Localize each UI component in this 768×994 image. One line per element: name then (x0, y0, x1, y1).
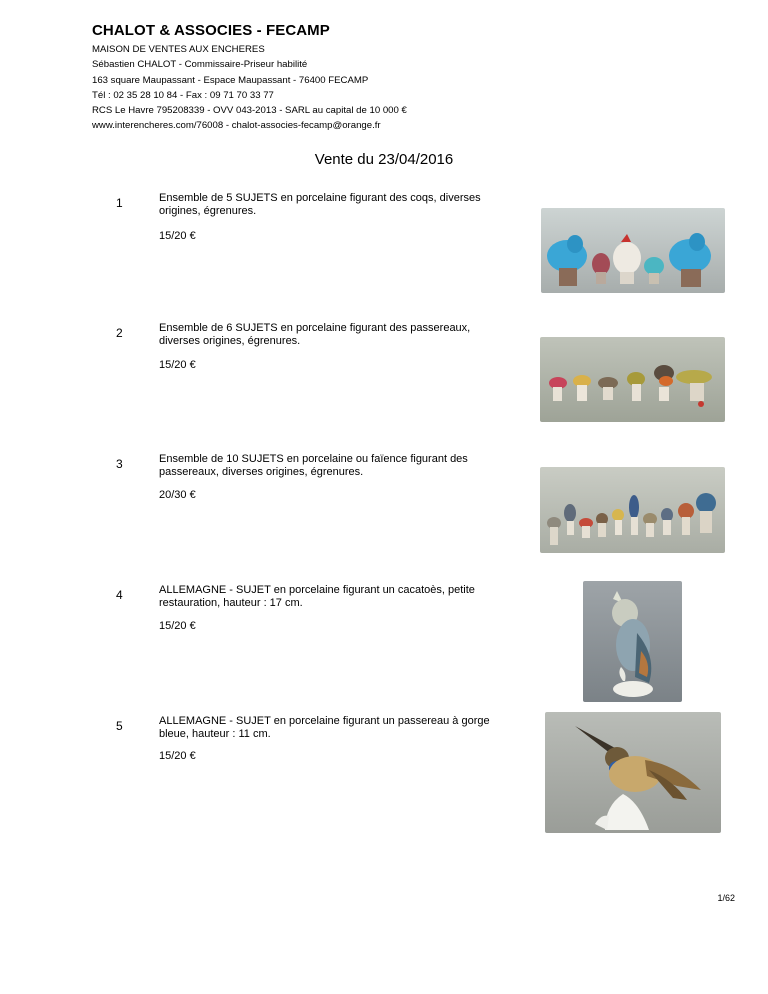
auction-house-header (92, 22, 407, 134)
lot-description: Ensemble de 10 SUJETS en porcelaine ou faïence figurant des passereaux, diverses origines, égrenures. (159, 453, 468, 478)
lot-photo (583, 581, 682, 702)
header-line: Tél : 02 35 28 10 84 - Fax : 09 71 70 33 77 (92, 89, 274, 101)
lot-number: 1 (116, 196, 123, 210)
page-number: 1/62 (717, 893, 735, 903)
lot-estimate: 15/20 € (159, 620, 196, 632)
company-name: CHALOT & ASSOCIES - FECAMP (92, 22, 330, 39)
header-line: 163 square Maupassant - Espace Maupassant - 76400 FECAMP (92, 74, 369, 86)
header-line: Sébastien CHALOT - Commissaire-Priseur habilité (92, 59, 308, 71)
lot-description: Ensemble de 5 SUJETS en porcelaine figurant des coqs, diverses origines, égrenures. (159, 192, 481, 217)
lot-number: 5 (116, 719, 123, 733)
lot-photo (540, 337, 725, 422)
sale-title: Vente du 23/04/2016 (314, 151, 454, 168)
header-line: MAISON DE VENTES AUX ENCHERES (92, 44, 265, 55)
header-line: www.interencheres.com/76008 - chalot-associes-fecamp@orange.fr (92, 120, 381, 132)
lot-estimate: 15/20 € (159, 230, 196, 242)
lot-photo (545, 712, 721, 833)
header-line: RCS Le Havre 795208339 - OVV 043-2013 - SARL au capital de 10 000 € (92, 105, 407, 117)
lot-description: ALLEMAGNE - SUJET en porcelaine figurant un passereau à gorge bleue, hauteur : 11 cm. (159, 715, 490, 740)
lot-number: 3 (116, 457, 123, 471)
lot-number: 4 (116, 588, 123, 602)
lot-number: 2 (116, 326, 123, 340)
lot-description: Ensemble de 6 SUJETS en porcelaine figurant des passereaux, diverses origines, égrenures. (159, 322, 471, 347)
lot-estimate: 15/20 € (159, 359, 196, 371)
lot-estimate: 20/30 € (159, 489, 196, 501)
lot-photo (540, 467, 725, 553)
lot-photo (541, 208, 725, 293)
lot-description: ALLEMAGNE - SUJET en porcelaine figurant un cacatoès, petite restauration, hauteur : 17 cm. (159, 584, 475, 609)
lot-estimate: 15/20 € (159, 750, 196, 762)
